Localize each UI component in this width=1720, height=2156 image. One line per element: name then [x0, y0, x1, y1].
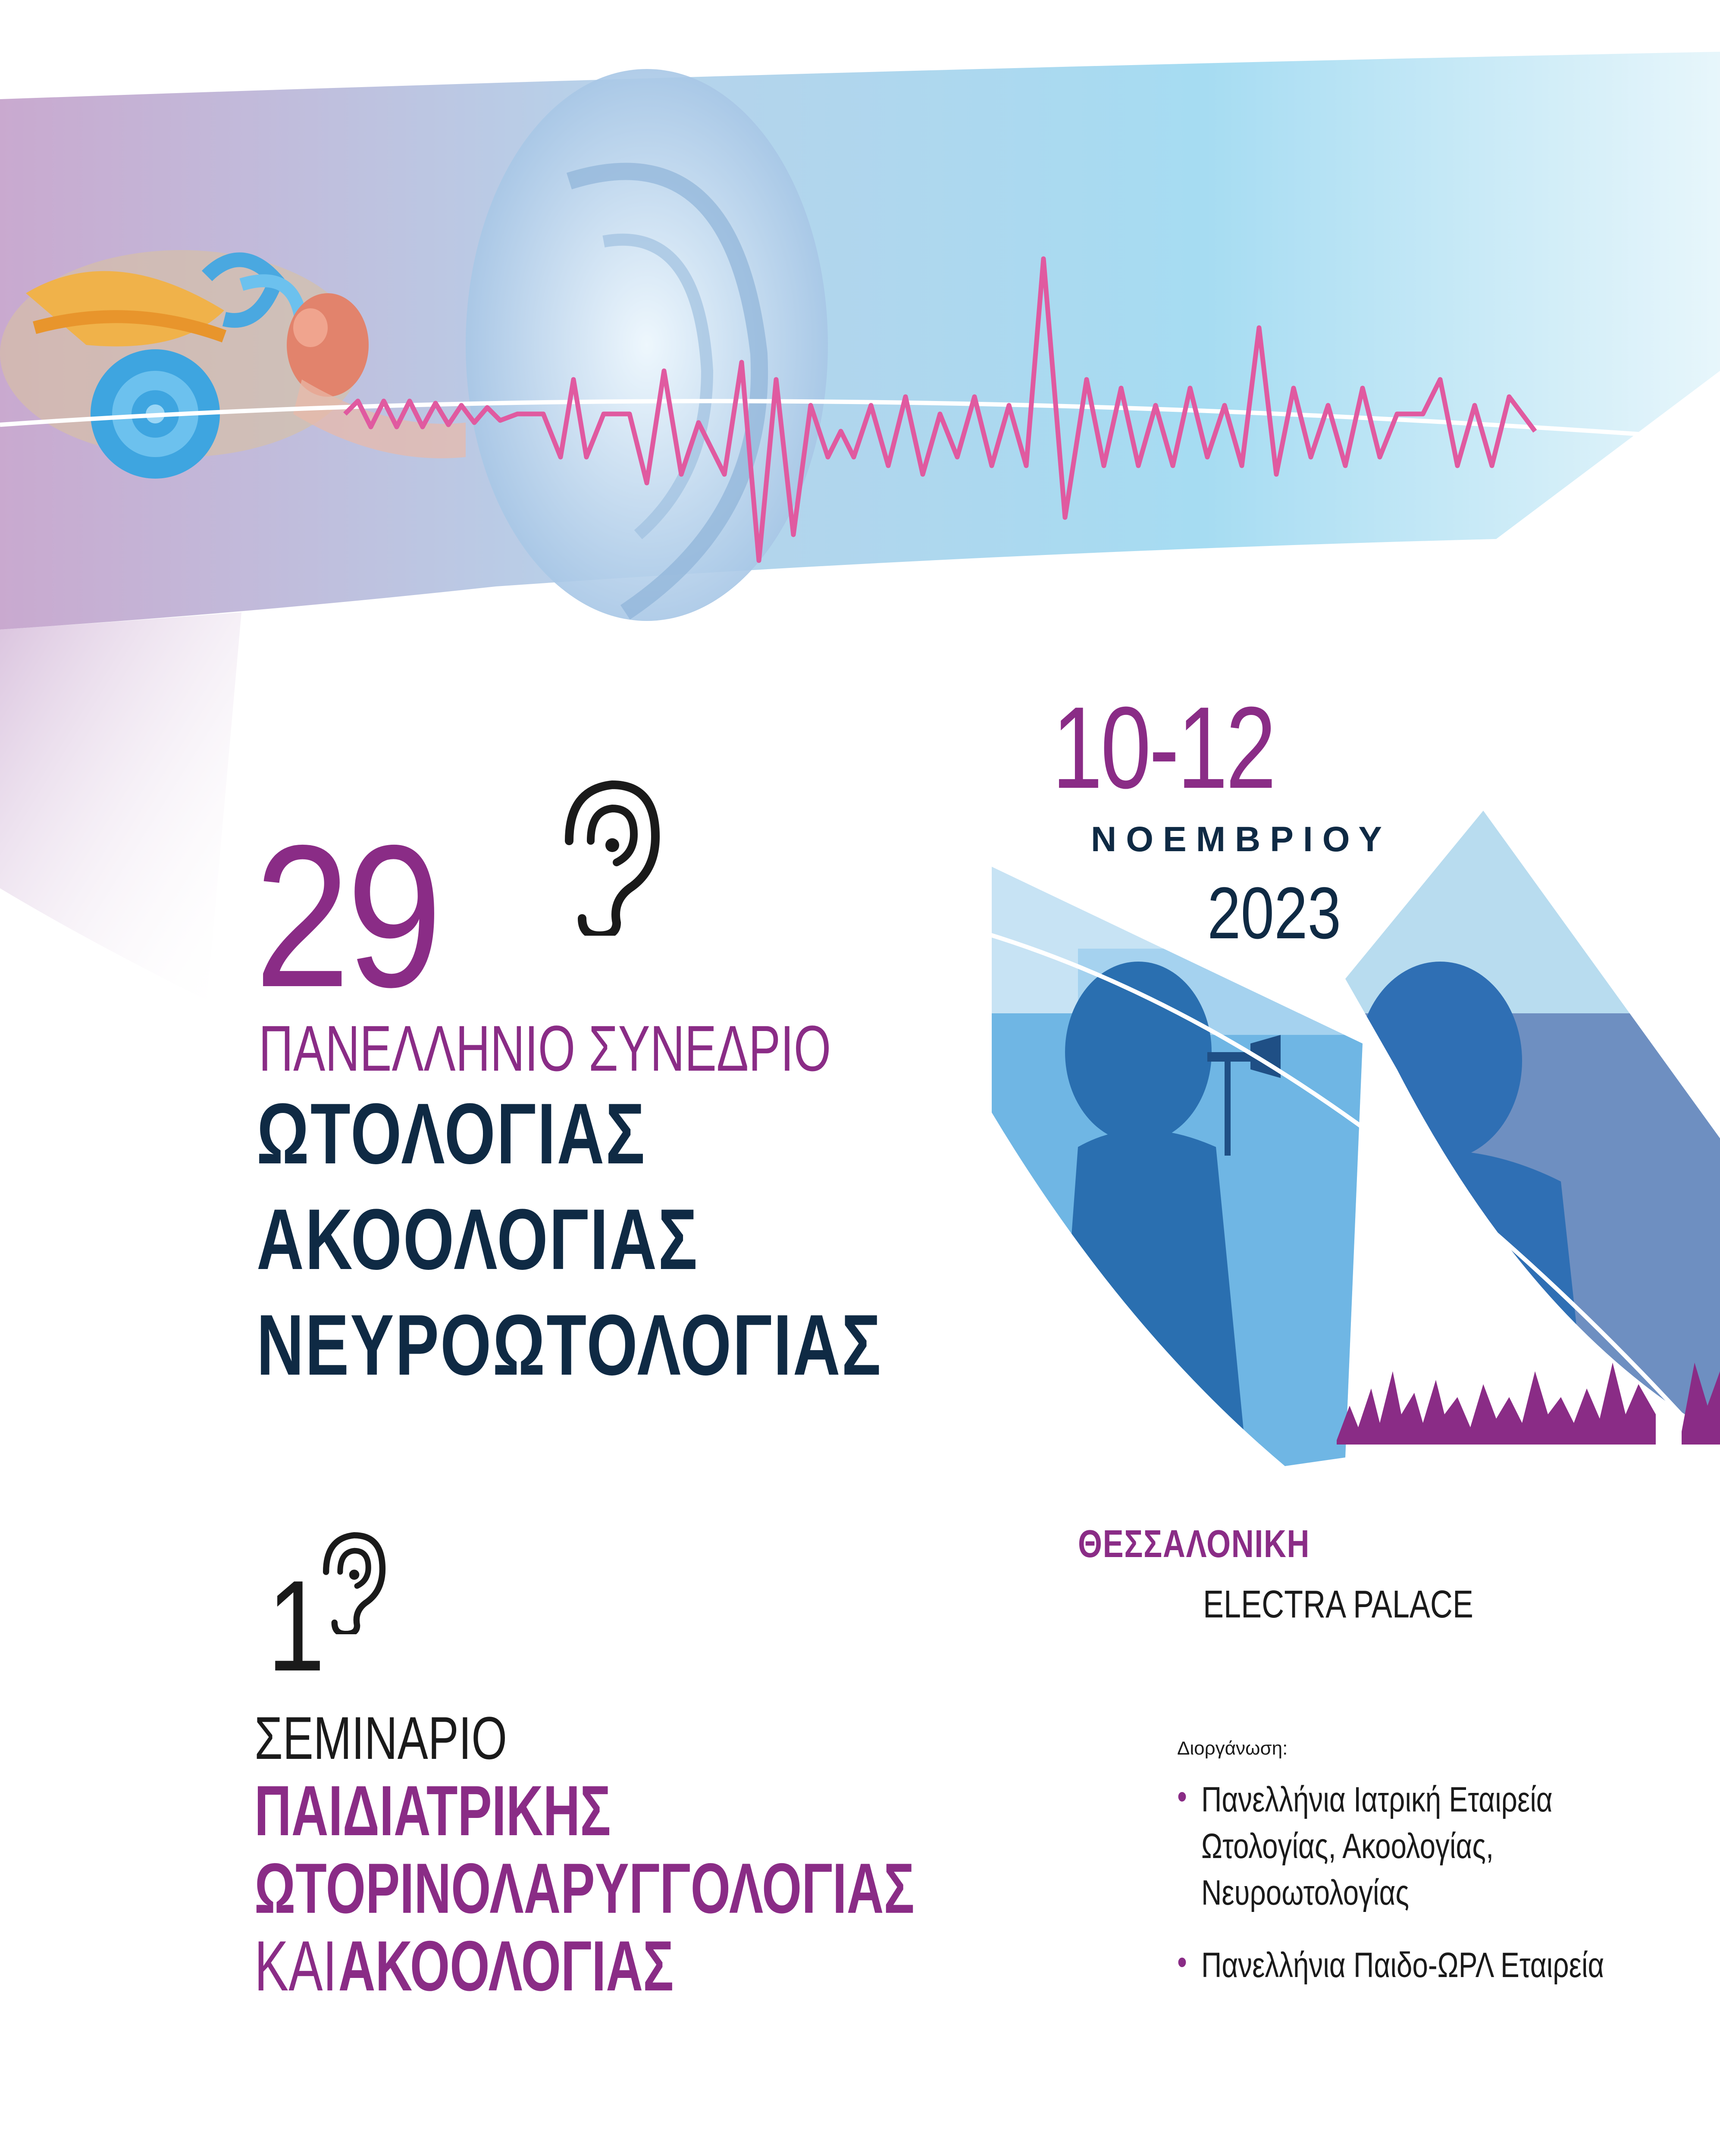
congress-number: 29 — [254, 803, 439, 1029]
organizer-item-line: Πανελλήνια Ιατρική Εταιρεία — [1201, 1780, 1553, 1819]
ear-icon — [315, 1526, 388, 1634]
congress-line2: ΩΤΟΛΟΓΙΑΣ — [257, 1086, 646, 1182]
bullet-icon: • — [1177, 1777, 1187, 1816]
ear-illustration — [466, 69, 828, 621]
seminar-line4 — [254, 1925, 674, 2007]
event-days: 10-12 — [1052, 683, 1275, 813]
organizer-item-line: Νευροωτολογίας — [1201, 1873, 1410, 1912]
organizer-item — [1177, 1942, 1604, 1989]
organizers-title: Διοργάνωση: — [1177, 1738, 1288, 1759]
event-year: 2023 — [1207, 872, 1341, 954]
congress-line3: ΑΚΟΟΛΟΓΙΑΣ — [257, 1191, 699, 1288]
organizer-item-line: Ωτολογίας, Ακοολογίας, — [1201, 1827, 1494, 1866]
congress-line1: ΠΑΝΕΛΛΗΝΙΟ ΣΥΝΕΔΡΙΟ — [259, 1012, 831, 1084]
left-fade-panel — [0, 612, 241, 1000]
city: ΘΕΣΣΑΛΟΝΙΚΗ — [1078, 1523, 1310, 1566]
venue: ELECTRA PALACE — [1203, 1583, 1473, 1626]
congress-line4: ΝΕΥΡΟΩΤΟΛΟΓΙΑΣ — [257, 1297, 882, 1393]
seminar-line4-bold: ΑΚΟΟΛΟΓΙΑΣ — [338, 1926, 674, 2006]
spectrum-wave — [1337, 1363, 1656, 1445]
seminar-line4-prefix: ΚΑΙ — [254, 1926, 337, 2006]
organizer-list — [1177, 1777, 1604, 1989]
seminar-line2: ΠΑΙΔΙΑΤΡΙΚΗΣ — [254, 1771, 611, 1850]
organizer-item-line: Πανελλήνια Παιδο-ΩΡΛ Εταιρεία — [1201, 1946, 1604, 1985]
ear-icon — [552, 772, 664, 936]
seminar-line3: ΩΤΟΡΙΝΟΛΑΡΥΓΓΟΛΟΓΙΑΣ — [254, 1849, 915, 1928]
seminar-line1: ΣΕΜΙΝΑΡΙΟ — [254, 1704, 508, 1772]
organizer-item — [1177, 1777, 1604, 1916]
seminar-number: 1 — [267, 1553, 325, 1698]
bullet-icon: • — [1177, 1943, 1187, 1982]
event-month: ΝΟΕΜΒΡΙΟΥ — [1091, 820, 1391, 859]
